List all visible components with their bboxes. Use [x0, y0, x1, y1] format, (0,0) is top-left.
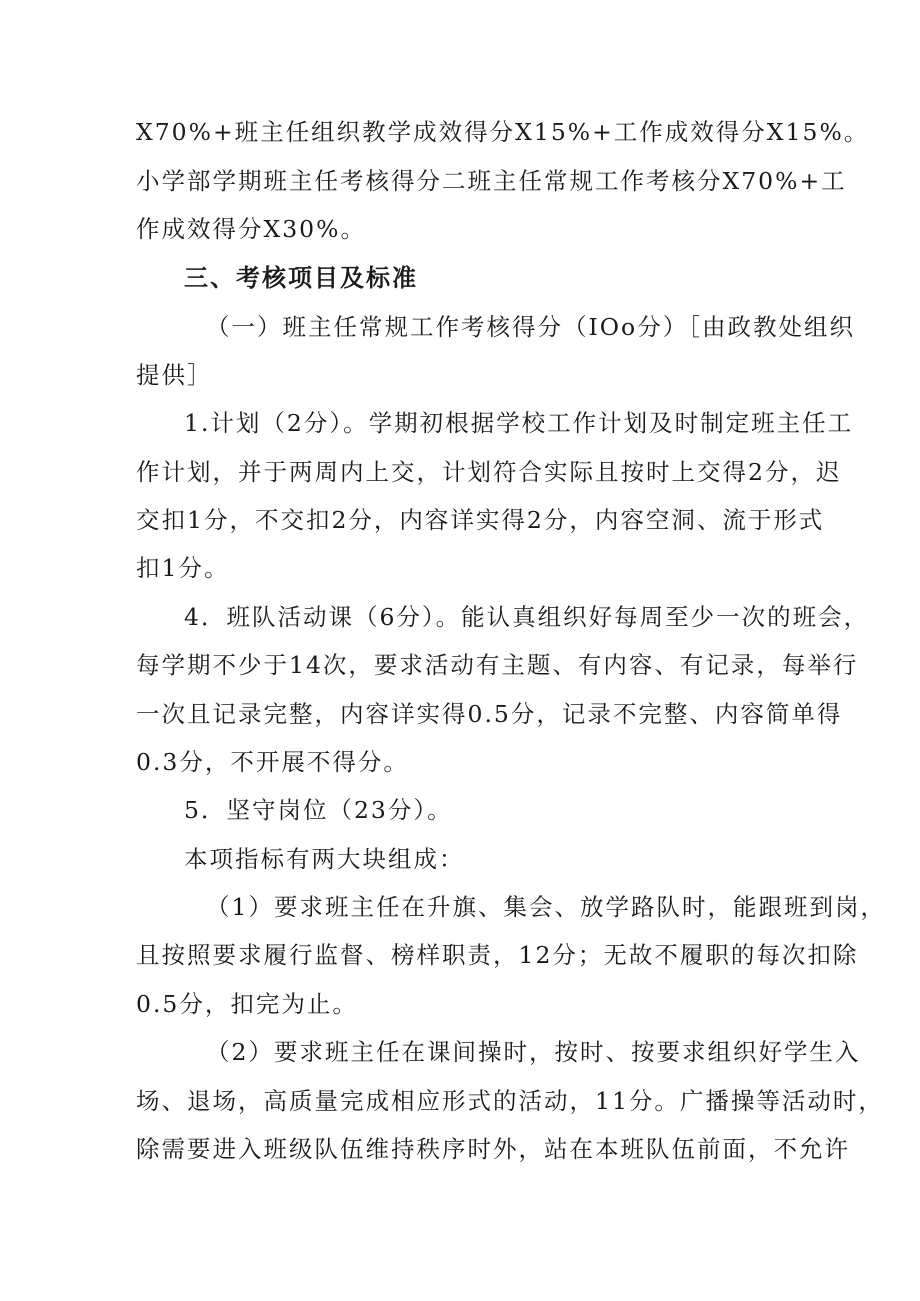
subsection-heading: （一）班主任常规工作考核得分（IOo分）［由政教处组织: [206, 313, 855, 341]
paragraph-line: 作计划，并于两周内上交，计划符合实际且按时上交得2分，迟: [136, 458, 842, 486]
paragraph-line: （2）要求班主任在课间操时，按时、按要求组织好学生入: [206, 1038, 861, 1066]
paragraph-line: X70%+班主任组织教学成效得分X15%+工作成效得分X15%。: [136, 118, 870, 146]
paragraph-line: 扣1分。: [136, 554, 230, 582]
paragraph-line: 交扣1分，不交扣2分，内容详实得2分，内容空洞、流于形式: [136, 506, 825, 534]
paragraph-line: 小学部学期班主任考核得分二班主任常规工作考核分X70%+工: [136, 167, 847, 195]
paragraph-line: （1）要求班主任在升旗、集会、放学路队时，能跟班到岗，: [206, 893, 886, 921]
paragraph-line: 本项指标有两大块组成：: [184, 845, 465, 873]
paragraph-line: 作成效得分X30%。: [136, 215, 366, 243]
paragraph-line: 4．班队活动课（6分）。能认真组织好每周至少一次的班会，: [184, 603, 870, 631]
paragraph-line: 场、退场，高质量完成相应形式的活动，11分。广播操等活动时，: [136, 1087, 884, 1115]
paragraph-line: 提供］: [136, 361, 213, 389]
paragraph-line: 一次且记录完整，内容详实得0.5分，记录不完整、内容简单得: [136, 700, 843, 728]
paragraph-line: 除需要进入班级队伍维持秩序时外，站在本班队伍前面，不允许: [136, 1135, 850, 1163]
paragraph-line: 1.计划（2分）。学期初根据学校工作计划及时制定班主任工: [184, 409, 854, 437]
paragraph-line: 5．坚守岗位（23分）。: [184, 796, 453, 824]
paragraph-line: 且按照要求履行监督、榜样职责，12分；无故不履职的每次扣除: [136, 941, 859, 969]
section-heading: 三、考核项目及标准: [184, 264, 418, 292]
paragraph-line: 0.3分，不开展不得分。: [136, 748, 409, 776]
paragraph-line: 每学期不少于14次，要求活动有主题、有内容、有记录，每举行: [136, 651, 859, 679]
paragraph-line: 0.5分，扣完为止。: [136, 990, 358, 1018]
